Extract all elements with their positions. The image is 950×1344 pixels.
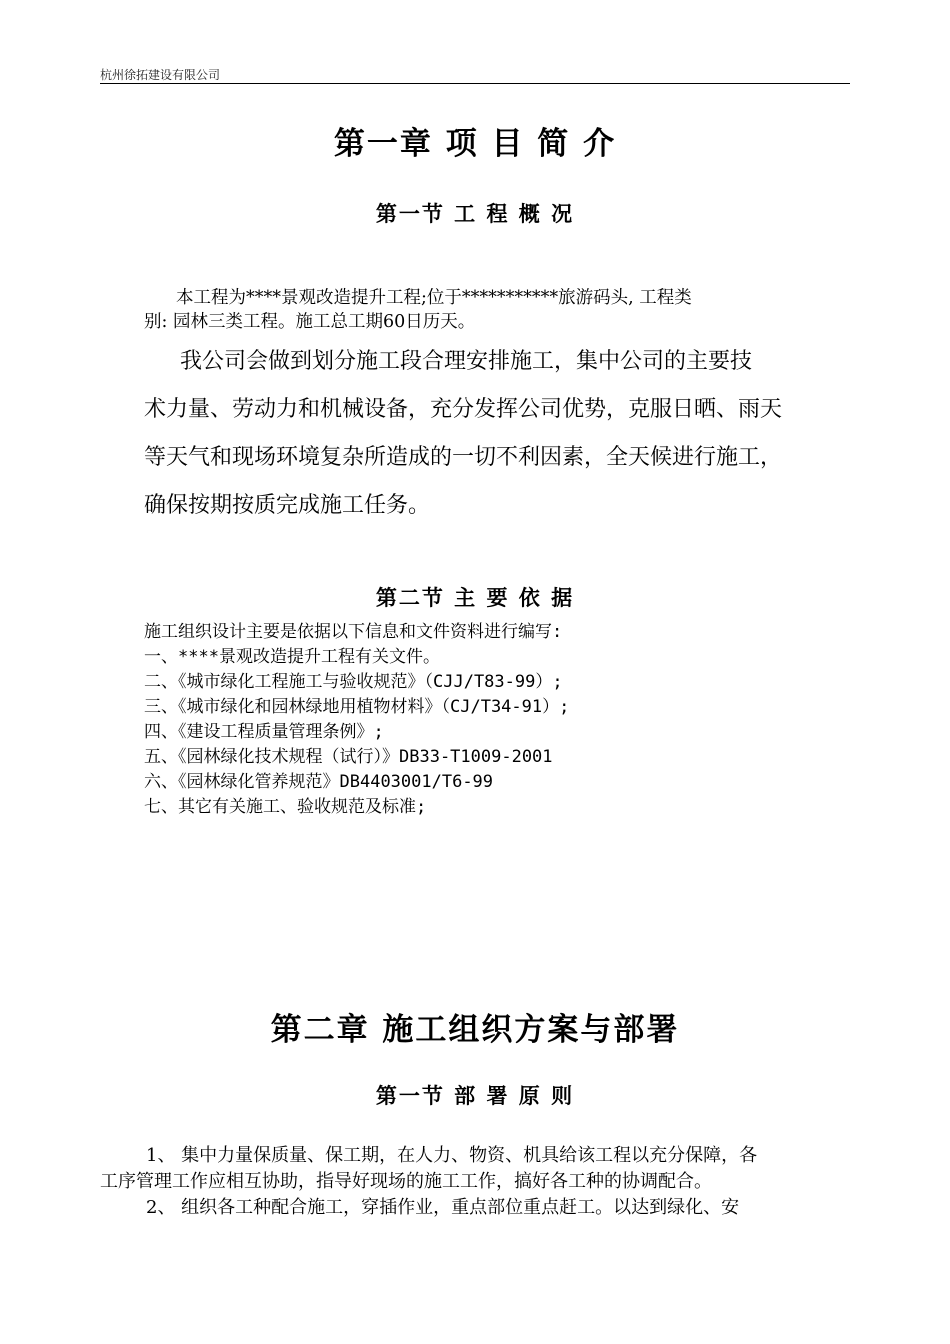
chapter-1-title: 第一章 项 目 简 介 [333,126,617,162]
basis-item-7: 七、其它有关施工、验收规范及标准; [144,797,427,817]
company-commitment-line-4: 确保按期按质完成施工任务。 [144,493,431,518]
basis-item-2: 二、《城市绿化工程施工与验收规范》（CJJ/T83-99）; [144,672,563,692]
basis-item-3: 三、《城市绿化和园林绿地用植物材料》（CJ/T34-91）; [144,697,570,717]
chapter-2-title: 第二章 施工组织方案与部署 [270,1012,680,1048]
page-header-company: 杭州徐拓建设有限公司 [100,68,221,82]
basis-item-5: 五、《园林绿化技术规程（试行）》DB33-T1009-2001 [144,747,553,767]
header-divider [100,83,850,84]
basis-item-1: 一、****景观改造提升工程有关文件。 [144,647,440,667]
company-commitment-line-2: 术力量、劳动力和机械设备，充分发挥公司优势，克服日晒、雨天 [144,397,783,422]
chapter-1-section-2-title: 第二节 主 要 依 据 [375,585,575,610]
deployment-principle-2-line-1: 2、 组织各工种配合施工，穿插作业，重点部位重点赶工。以达到绿化、安 [146,1197,740,1218]
company-commitment-line-3: 等天气和现场环境复杂所造成的一切不利因素，全天候进行施工， [144,445,783,470]
basis-item-6: 六、《园林绿化管养规范》DB4403001/T6-99 [144,772,494,792]
project-overview-line-1: 本工程为****景观改造提升工程;位于***********旅游码头, 工程类 [176,288,692,308]
deployment-principle-1-line-1: 1、 集中力量保质量、保工期，在人力、物资、机具给该工程以充分保障，各 [146,1145,758,1166]
project-overview-line-2: 别: 园林三类工程。施工总工期60日历天。 [144,312,476,332]
basis-intro: 施工组织设计主要是依据以下信息和文件资料进行编写: [144,622,563,642]
basis-item-4: 四、《建设工程质量管理条例》; [144,722,384,742]
company-commitment-line-1: 我公司会做到划分施工段合理安排施工，集中公司的主要技 [180,349,753,374]
chapter-1-section-1-title: 第一节 工 程 概 况 [375,201,575,226]
chapter-2-section-1-title: 第一节 部 署 原 则 [375,1083,575,1108]
deployment-principle-1-line-2: 工序管理工作应相互协助，指导好现场的施工工作，搞好各工种的协调配合。 [100,1171,712,1192]
